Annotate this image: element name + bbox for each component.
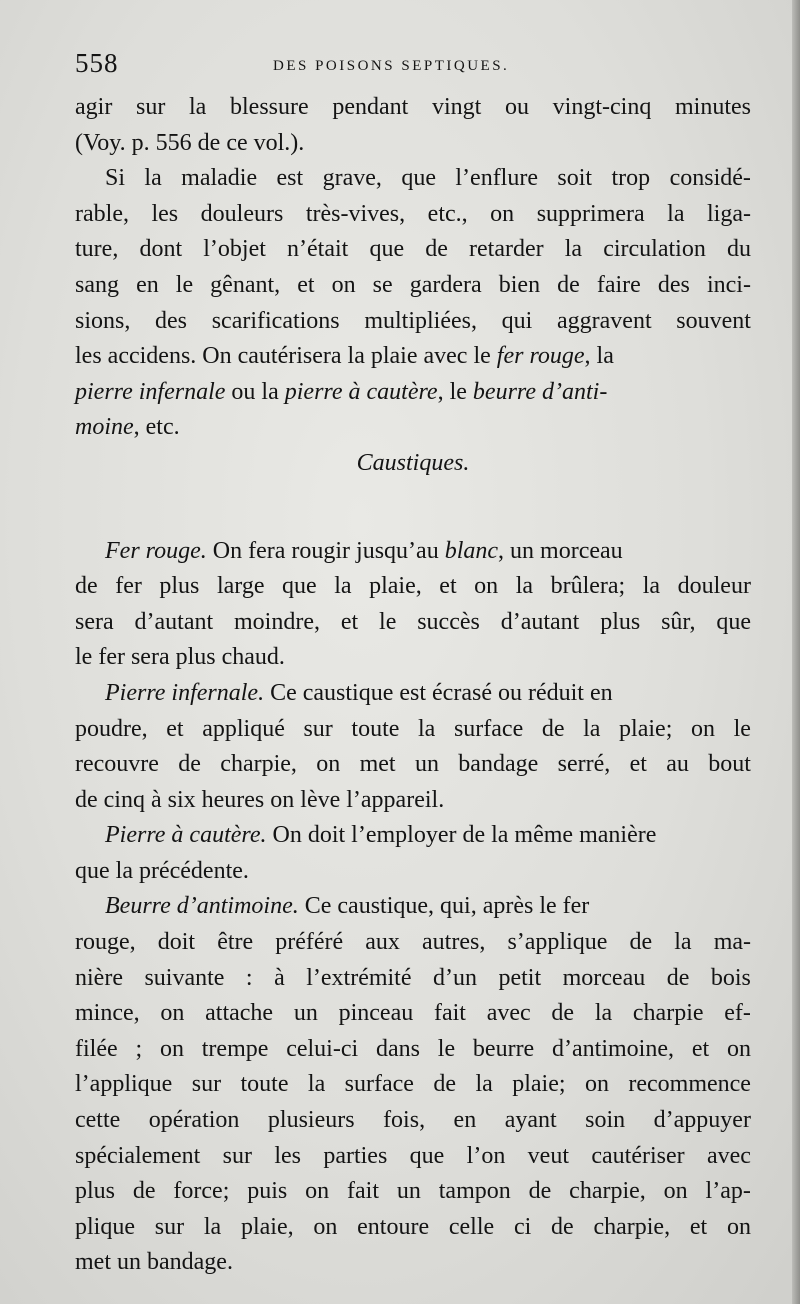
word: que	[369, 236, 405, 263]
text-line	[75, 268, 751, 304]
word: plaie,	[369, 573, 422, 600]
word: fait	[347, 1178, 380, 1205]
word: les	[274, 1142, 301, 1169]
word: on	[726, 1035, 751, 1062]
text-run: Ce caustique, qui, après le fer	[298, 893, 590, 920]
word: le	[175, 271, 194, 298]
word: la	[307, 1071, 326, 1098]
line-text: le fer sera plus chaud.	[75, 644, 285, 671]
word: recommence	[628, 1071, 751, 1098]
word: on	[490, 200, 515, 227]
word: sur	[154, 1213, 185, 1240]
word: plus	[159, 573, 200, 600]
word: :	[245, 964, 253, 991]
word: bandage	[458, 751, 539, 778]
word: force;	[173, 1178, 230, 1205]
word: dont	[139, 236, 183, 263]
paragraph-first-line	[75, 534, 751, 570]
word: ef-	[724, 1000, 751, 1027]
word: sur	[303, 715, 333, 742]
word: de	[132, 1178, 156, 1205]
word: maladie	[181, 165, 258, 192]
word: la	[334, 573, 352, 600]
word: soin	[585, 1107, 626, 1134]
text-line	[75, 605, 751, 641]
word: tampon	[438, 1178, 511, 1205]
word: en	[453, 1107, 477, 1134]
line-text: de cinq à six heures on lève l’appareil.	[75, 786, 445, 813]
word: du	[726, 236, 751, 263]
text-line	[75, 197, 751, 233]
word: de	[666, 964, 690, 991]
word: dans	[375, 1035, 420, 1062]
word: ma-	[713, 929, 751, 956]
word: la	[144, 165, 162, 192]
word: à	[274, 964, 285, 991]
text-line	[75, 126, 751, 162]
word: préféré	[275, 929, 344, 956]
word: être	[217, 929, 254, 956]
page-header	[75, 48, 755, 88]
word: faire	[596, 271, 641, 298]
word: on	[159, 1035, 184, 1062]
word: beurre	[472, 1035, 535, 1062]
word: la	[418, 715, 436, 742]
text-run: On doit l’employer de la même manière	[266, 822, 657, 849]
text-line	[75, 410, 751, 446]
text-line	[75, 1139, 751, 1175]
word: blessure	[230, 94, 309, 120]
text-run: On fera rougir jusqu’au	[206, 537, 445, 564]
italic-run: pierre à cautère	[284, 378, 438, 405]
word: bout	[708, 751, 751, 778]
word: l’applique	[75, 1071, 173, 1098]
word: que	[401, 165, 436, 192]
word: sur	[135, 94, 166, 120]
word: on	[584, 1071, 609, 1098]
text-line	[75, 712, 751, 748]
word: morceau	[562, 964, 646, 991]
word: la	[583, 715, 601, 742]
word: le	[733, 715, 751, 742]
word: mince,	[75, 1000, 140, 1027]
running-head: DES POISONS SEPTIQUES.	[273, 58, 510, 74]
word: bien	[498, 271, 541, 298]
line-text: (Voy. p. 556 de ce vol.).	[75, 129, 305, 156]
line-text: met un bandage.	[75, 1249, 233, 1276]
word: on	[663, 1178, 688, 1205]
word: un	[414, 751, 439, 778]
word: toute	[351, 715, 400, 742]
word: s’applique	[507, 929, 608, 956]
word: on	[313, 1213, 338, 1240]
word: on	[316, 751, 341, 778]
word: de	[528, 1178, 552, 1205]
line-text	[75, 339, 614, 375]
italic-run: Pierre infernale.	[105, 679, 265, 706]
word: sang	[75, 271, 119, 298]
word: des	[657, 271, 690, 298]
word: la	[203, 1213, 222, 1240]
word: l’on	[466, 1142, 506, 1169]
word: l’extrémité	[306, 964, 412, 991]
word: souvent	[676, 307, 751, 334]
word: que	[409, 1142, 445, 1169]
text-run: Ce caustique est écrasé ou réduit en	[264, 679, 613, 706]
word: de	[541, 715, 565, 742]
word: sûr,	[661, 608, 696, 635]
word: et	[297, 271, 315, 298]
word: considé-	[669, 165, 751, 192]
word: plaie,	[240, 1213, 294, 1240]
word: large	[216, 573, 265, 600]
word: pinceau	[338, 1000, 414, 1027]
word: la	[515, 573, 534, 600]
word: d’antimoine,	[552, 1035, 674, 1062]
line-text	[75, 375, 607, 411]
word: agir	[75, 94, 113, 120]
italic-run: blanc	[444, 537, 499, 564]
word: liga-	[707, 200, 751, 227]
word: on	[474, 573, 499, 600]
text-run: ou la	[225, 378, 285, 405]
text-line	[75, 996, 751, 1032]
word: filée	[75, 1035, 118, 1062]
word: nière	[75, 964, 123, 991]
word: rouge,	[75, 929, 136, 956]
word: la	[642, 573, 661, 600]
line-text: que la précédente.	[75, 857, 249, 884]
text-line	[75, 1245, 751, 1281]
word: attache	[205, 1000, 274, 1027]
word: la	[594, 1000, 613, 1027]
word: ;	[135, 1035, 143, 1062]
word: suivante	[144, 964, 225, 991]
word: vingt-cinq	[552, 94, 652, 120]
word: le	[379, 608, 397, 635]
text-line	[75, 640, 751, 676]
text-run: , la	[584, 343, 614, 370]
page-edge-shadow	[792, 0, 800, 1304]
word: l’objet	[203, 236, 266, 263]
word: d’autant	[134, 608, 214, 635]
word: avec	[486, 1000, 531, 1027]
word: la	[475, 1071, 493, 1098]
word: veut	[527, 1142, 569, 1169]
text-line	[75, 1103, 751, 1139]
word: serré,	[557, 751, 611, 778]
word: on	[690, 715, 715, 742]
word: on	[331, 271, 356, 298]
word: on	[726, 1213, 751, 1240]
section-title-text: Caustiques.	[356, 449, 470, 476]
word: charpie	[632, 1000, 704, 1027]
word: surface	[453, 715, 524, 742]
word: très-vives,	[305, 200, 406, 227]
text-line	[75, 1032, 751, 1068]
paragraph-first-line	[75, 161, 751, 197]
word: fer	[115, 573, 142, 600]
word: de	[629, 929, 653, 956]
text-line	[75, 783, 751, 819]
text-line	[75, 1210, 751, 1246]
italic-run: moine	[75, 414, 134, 441]
word: minutes	[675, 94, 751, 120]
text-run: les accidens. On cautérisera la plaie avec le	[75, 343, 497, 370]
word: doit	[157, 929, 196, 956]
word: rable,	[75, 200, 129, 227]
word: soit	[557, 165, 593, 192]
text-line	[75, 961, 751, 997]
word: supprimera	[536, 200, 645, 227]
word: gardera	[409, 271, 482, 298]
word: un	[396, 1178, 421, 1205]
paragraph-first-line	[75, 818, 751, 854]
word: est	[276, 165, 304, 192]
word: plaie;	[512, 1071, 566, 1098]
word: charpie,	[593, 1213, 671, 1240]
section-title	[75, 446, 751, 482]
section-spacing	[75, 482, 751, 534]
text-line	[75, 1174, 751, 1210]
word: et	[629, 751, 647, 778]
line-text	[105, 889, 589, 925]
word: entoure	[357, 1213, 430, 1240]
text-run: , etc.	[133, 414, 180, 441]
word: grave,	[322, 165, 382, 192]
word: de	[433, 1071, 457, 1098]
word: aux	[365, 929, 400, 956]
paragraph-first-line	[75, 676, 751, 712]
text-run: , le	[437, 378, 473, 405]
word: que	[716, 608, 751, 635]
word: met	[359, 751, 396, 778]
word: on	[305, 1178, 330, 1205]
word: toute	[240, 1071, 289, 1098]
word: puis	[247, 1178, 288, 1205]
line-text	[105, 676, 613, 712]
word: charpie,	[220, 751, 297, 778]
word: cette	[75, 1107, 121, 1134]
italic-run: Beurre d’antimoine.	[105, 893, 299, 920]
text-line	[75, 304, 751, 340]
text-line	[75, 747, 751, 783]
word: plique	[75, 1213, 135, 1240]
word: surface	[344, 1071, 414, 1098]
word: l’ap-	[705, 1178, 751, 1205]
word: et	[166, 715, 184, 742]
word: celui-ci	[286, 1035, 359, 1062]
word: d’un	[432, 964, 477, 991]
word: avec	[706, 1142, 751, 1169]
word: et	[689, 1213, 708, 1240]
word: le	[437, 1035, 456, 1062]
text-line	[75, 339, 751, 375]
word: et	[340, 608, 359, 635]
word: douleurs	[200, 200, 284, 227]
italic-run: beurre d’anti-	[472, 378, 608, 405]
word: d’appuyer	[653, 1107, 751, 1134]
word: spécialement	[75, 1142, 201, 1169]
word: retarder	[469, 236, 544, 263]
word: charpie,	[569, 1178, 646, 1205]
word: de	[551, 1000, 575, 1027]
text-line	[75, 569, 751, 605]
word: la	[564, 236, 583, 263]
italic-run: fer rouge	[496, 343, 585, 370]
text-line	[75, 232, 751, 268]
word: ayant	[504, 1107, 557, 1134]
page-number: 558	[75, 48, 119, 78]
text-run: , un morceau	[498, 537, 623, 564]
word: on	[160, 1000, 185, 1027]
word: autres,	[422, 929, 486, 956]
word: de	[557, 271, 580, 298]
word: plus	[75, 1178, 116, 1205]
word: plusieurs	[267, 1107, 355, 1134]
word: qui	[501, 307, 533, 334]
word: sions,	[75, 307, 131, 334]
word: les	[151, 200, 179, 227]
word: la	[667, 200, 685, 227]
word: et	[691, 1035, 710, 1062]
word: sur	[191, 1071, 222, 1098]
word: et	[439, 573, 457, 600]
italic-run: Fer rouge.	[105, 537, 207, 564]
line-text	[105, 818, 656, 854]
word: scarifications	[211, 307, 340, 334]
word: sur	[222, 1142, 252, 1169]
word: succès	[417, 608, 480, 635]
text-line	[75, 854, 751, 890]
word: de	[178, 751, 201, 778]
word: parties	[323, 1142, 388, 1169]
word: trempe	[201, 1035, 269, 1062]
word: plaie;	[619, 715, 673, 742]
word: de	[425, 236, 448, 263]
word: bois	[710, 964, 751, 991]
word: fait	[433, 1000, 466, 1027]
word: ou	[505, 94, 529, 120]
word: en	[136, 271, 159, 298]
italic-run: pierre infernale	[75, 378, 226, 405]
word: n’était	[287, 236, 349, 263]
word: cautériser	[591, 1142, 685, 1169]
word: se	[372, 271, 393, 298]
word: trop	[611, 165, 651, 192]
word: de	[551, 1213, 574, 1240]
word: inci-	[706, 271, 751, 298]
text-line	[75, 90, 751, 126]
word: fois,	[383, 1107, 426, 1134]
body-text	[75, 90, 751, 1281]
word: pendant	[332, 94, 409, 120]
word: circulation	[603, 236, 706, 263]
word: ci	[513, 1213, 532, 1240]
word: poudre,	[75, 715, 148, 742]
word: un	[293, 1000, 318, 1027]
paragraph-first-line	[75, 889, 751, 925]
word: petit	[498, 964, 542, 991]
word: opération	[148, 1107, 240, 1134]
word: etc.,	[427, 200, 468, 227]
word: celle	[448, 1213, 495, 1240]
word: au	[666, 751, 689, 778]
word: que	[282, 573, 317, 600]
word: l’enflure	[455, 165, 538, 192]
text-line	[75, 375, 751, 411]
word: vingt	[431, 94, 482, 120]
word: des	[155, 307, 188, 334]
word: appliqué	[202, 715, 285, 742]
word: plus	[600, 608, 641, 635]
word: de	[75, 573, 98, 600]
italic-run: Pierre à cautère.	[105, 822, 267, 849]
word: multipliées,	[364, 307, 477, 334]
word: ture,	[75, 236, 119, 263]
word: sera	[75, 608, 114, 635]
word: la	[189, 94, 207, 120]
word: gênant,	[210, 271, 281, 298]
word: recouvre	[75, 751, 159, 778]
word: aggravent	[557, 307, 652, 334]
word: brûlera;	[550, 573, 626, 600]
word: Si	[105, 165, 126, 192]
line-text	[105, 534, 623, 570]
word: moindre,	[234, 608, 320, 635]
word: d’autant	[500, 608, 580, 635]
text-line	[75, 1067, 751, 1103]
word: la	[674, 929, 692, 956]
word: douleur	[677, 573, 751, 600]
text-line	[75, 925, 751, 961]
